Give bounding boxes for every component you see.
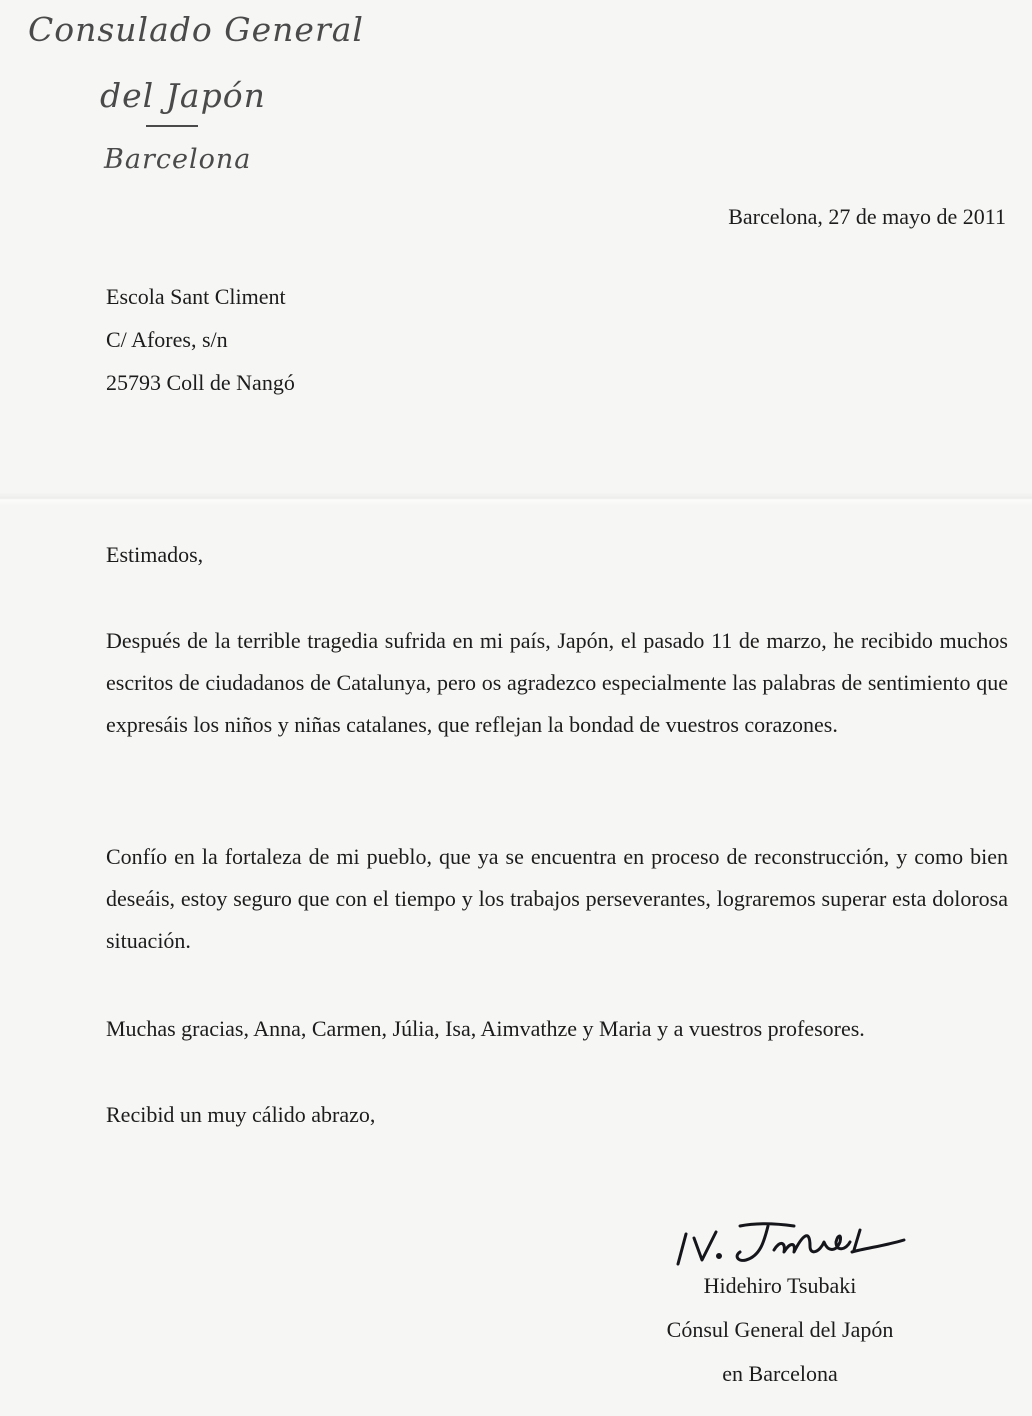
closing-line: Recibid un muy cálido abrazo, (106, 1102, 376, 1127)
letterhead-line-3: Barcelona (104, 144, 252, 175)
recipient-street: C/ Afores, s/n (106, 327, 228, 352)
paragraph-1: Después de la terrible tragedia sufrida en mi país, Japón, el pasado 11 de marzo, he recibido muchos escritos de ciudadanos de Catalunya, pero os agradezco especialmente las palabras de sentimiento que expresáis los niños y niñas catalanes, que reflejan la bondad de vuestros corazones. (106, 628, 1008, 737)
letterhead-line-2: del Japón (100, 76, 266, 115)
signature-block (600, 1264, 960, 1396)
signer-title: Cónsul General del Japón (666, 1317, 894, 1342)
letterhead-underline (146, 125, 198, 127)
paper-fold (0, 492, 1032, 506)
paragraph-2: Confío en la fortaleza de mi pueblo, que ya se encuentra en proceso de reconstrucción, y como bien deseáis, estoy seguro que con el tiempo y los trabajos perseverantes, lograremos superar esta dolorosa situación. (106, 844, 1008, 953)
greeting: Estimados, (106, 542, 204, 567)
paragraph-3: Muchas gracias, Anna, Carmen, Júlia, Isa, Aimvathze y Maria y a vuestros profesores. (106, 1016, 865, 1041)
letter-date: Barcelona, 27 de mayo de 2011 (728, 204, 1006, 229)
signer-name: Hidehiro Tsubaki (703, 1273, 857, 1298)
signer-location: en Barcelona (722, 1361, 838, 1386)
recipient-name: Escola Sant Climent (106, 284, 286, 309)
letterhead-line-1: Consulado General (28, 10, 364, 49)
recipient-city: 25793 Coll de Nangó (106, 370, 295, 395)
